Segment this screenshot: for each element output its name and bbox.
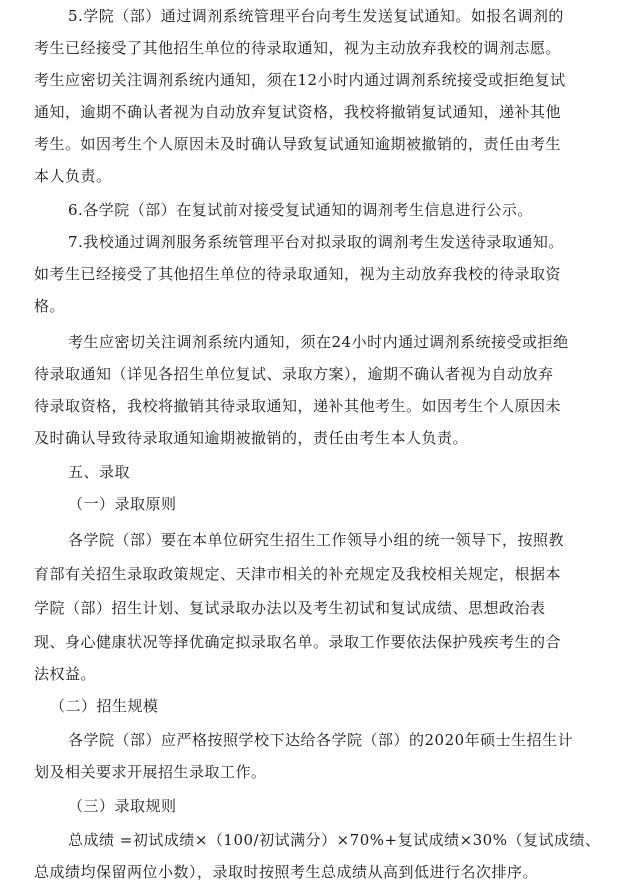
paragraph-5-line-4: 通知，逾期不确认者视为自动放弃复试资格，我校将撤销复试通知，递补其他 <box>34 103 562 121</box>
subsection-1-line-5: 法权益。 <box>34 665 97 683</box>
subsection-3-heading: （三）录取规则 <box>68 797 177 815</box>
paragraph-5-line-2: 考生已经接受了其他招生单位的待录取通知，视为主动放弃我校的调剂志愿。 <box>34 39 562 57</box>
subsection-2-line-1: 各学院（部）应严格按照学校下达给各学院（部）的2020年硕士生招生计 <box>68 731 574 749</box>
paragraph-7-line-1: 7.我校通过调剂服务系统管理平台对拟录取的调剂考生发送待录取通知。 <box>68 233 564 251</box>
subsection-1-heading: （一）录取原则 <box>68 495 177 513</box>
paragraph-7b-line-3: 待录取资格，我校将撤销其待录取通知，递补其他考生。如因考生个人原因未 <box>34 397 562 415</box>
subsection-1-line-4: 现、身心健康状况等择优确定拟录取名单。录取工作要依法保护残疾考生的合 <box>34 633 562 651</box>
subsection-1-line-2: 育部有关招生录取政策规定、天津市相关的补充规定及我校相关规定，根据本 <box>34 565 562 583</box>
subsection-2-line-2: 划及相关要求开展招生录取工作。 <box>34 763 267 781</box>
paragraph-5-line-6: 本人负责。 <box>34 167 112 185</box>
subsection-1-line-3: 学院（部）招生计划、复试录取办法以及考生初试和复试成绩、思想政治表 <box>34 599 546 617</box>
subsection-3-line-2: 总成绩均保留两位小数），录取时按照考生总成绩从高到低进行名次排序。 <box>34 863 539 881</box>
paragraph-5-line-1: 5.学院（部）通过调剂系统管理平台向考生发送复试通知。如报名调剂的 <box>68 7 564 25</box>
paragraph-7b-line-4: 及时确认导致待录取通知逾期被撤销的，责任由考生本人负责。 <box>34 429 469 447</box>
paragraph-7b-line-2: 待录取通知（详见各招生单位复试、录取方案），逾期不确认者视为自动放弃 <box>34 365 554 383</box>
paragraph-5-line-3: 考生应密切关注调剂系统内通知，须在12小时内通过调剂系统接受或拒绝复试 <box>34 71 566 89</box>
paragraph-6-line-1: 6.各学院（部）在复试前对接受复试通知的调剂考生信息进行公示。 <box>68 201 533 219</box>
section-5-heading: 五、录取 <box>68 463 131 481</box>
subsection-1-line-1: 各学院（部）要在本单位研究生招生工作领导小组的统一领导下，按照教 <box>68 531 565 549</box>
paragraph-7-line-2: 如考生已经接受了其他招生单位的待录取通知，视为主动放弃我校的待录取资 <box>34 265 562 283</box>
paragraph-7-line-3: 格。 <box>34 297 66 315</box>
subsection-2-heading: （二）招生规模 <box>50 697 159 715</box>
subsection-3-line-1: 总成绩 =初试成绩×（100/初试满分）×70%+复试成绩×30%（复试成绩、 <box>68 831 601 849</box>
paragraph-5-line-5: 考生。如因考生个人原因未及时确认导致复试通知逾期被撤销的，责任由考生 <box>34 135 562 153</box>
paragraph-7b-line-1: 考生应密切关注调剂系统内通知，须在24小时内通过调剂系统接受或拒绝 <box>68 333 569 351</box>
